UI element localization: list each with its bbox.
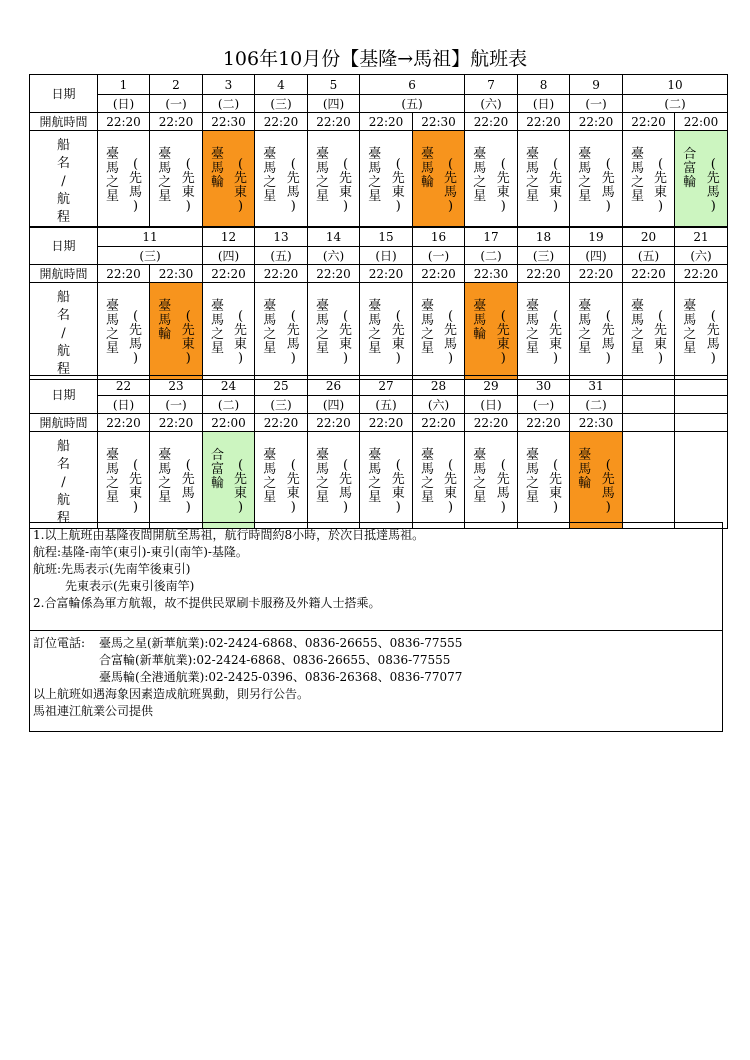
date-cell: 27 [360, 376, 413, 396]
departure-time-cell: 22:20 [360, 414, 413, 432]
ship-route-cell [255, 283, 308, 380]
route-code: ( 先 東 ) [233, 309, 247, 366]
date-cell: 7 [465, 75, 518, 95]
ship-route-label: 船 名 / 航 程 [30, 432, 98, 529]
weekday-cell: (四) [308, 95, 360, 113]
ship-name: 合 富 輪 [210, 448, 224, 491]
departure-time-label: 開航時間 [30, 265, 98, 283]
route-code: ( 先 東 ) [338, 309, 352, 366]
note-change: 以上航班如遇海象因素造成航班異動，則另行公告。 [33, 687, 310, 701]
weekday-cell: (三) [98, 247, 203, 265]
booking-1: 臺馬之星(新華航業):02-2424-6868、0836-26655、0836-77555 [99, 636, 463, 650]
ship-route-cell [203, 432, 255, 529]
date-label: 日期 [30, 75, 98, 113]
note-code-2: 先東表示(先東引後南竿) [65, 579, 195, 593]
ship-route-cell [360, 283, 413, 380]
ship-name: 臺 馬 之 星 [473, 448, 487, 505]
note-2: 2.合富輪係為軍方航報，故不提供民眾刷卡服務及外籍人士搭乘。 [33, 596, 381, 610]
weekday-cell: (二) [623, 95, 728, 113]
departure-time-cell: 22:30 [150, 265, 203, 283]
ship-name: 臺 馬 之 星 [210, 299, 224, 356]
ship-name: 臺 馬 之 星 [631, 147, 645, 204]
departure-time-cell: 22:20 [98, 265, 150, 283]
date-cell: 1 [98, 75, 150, 95]
ship-route-cell [413, 283, 465, 380]
weekday-cell: (二) [203, 95, 255, 113]
weekday-cell: (日) [518, 95, 570, 113]
route-code: ( 先 東 ) [181, 157, 195, 214]
departure-time-cell: 22:20 [203, 265, 255, 283]
departure-time-cell: 22:20 [413, 414, 465, 432]
weekday-cell: (日) [98, 95, 150, 113]
ship-route-label: 船 名 / 航 程 [30, 131, 98, 228]
date-cell: 14 [308, 227, 360, 247]
departure-time-label: 開航時間 [30, 113, 98, 131]
route-code: ( 先 馬 ) [601, 157, 615, 214]
departure-time-cell: 22:00 [203, 414, 255, 432]
route-code: ( 先 東 ) [338, 157, 352, 214]
empty-cell [675, 432, 728, 529]
ship-name: 臺 馬 之 星 [315, 299, 329, 356]
weekday-cell: (日) [465, 396, 518, 414]
ship-route-cell [203, 283, 255, 380]
route-code: ( 先 東 ) [653, 309, 667, 366]
departure-time-cell: 22:30 [413, 113, 465, 131]
ship-name: 臺 馬 之 星 [578, 147, 592, 204]
ship-name: 臺 馬 之 星 [420, 448, 434, 505]
weekday-cell: (三) [518, 247, 570, 265]
ship-name: 臺 馬 之 星 [525, 448, 539, 505]
ship-route-cell [150, 432, 203, 529]
departure-time-cell: 22:00 [675, 113, 728, 131]
departure-time-cell: 22:20 [255, 113, 308, 131]
ship-name: 臺 馬 之 星 [105, 147, 119, 204]
departure-time-cell: 22:20 [465, 113, 518, 131]
booking-label: 訂位電話: [33, 636, 86, 650]
departure-time-cell: 22:20 [255, 265, 308, 283]
date-cell: 26 [308, 376, 360, 396]
departure-time-cell: 22:20 [360, 265, 413, 283]
weekday-cell: (二) [570, 396, 623, 414]
weekday-cell: (四) [203, 247, 255, 265]
note-1: 1.以上航班由基隆夜間開航至馬祖，航行時間約8小時，於次日抵達馬祖。 [33, 528, 425, 542]
route-code: ( 先 東 ) [548, 458, 562, 515]
route-code: ( 先 馬 ) [443, 157, 457, 214]
departure-time-cell: 22:30 [203, 113, 255, 131]
departure-time-label: 開航時間 [30, 414, 98, 432]
route-code: ( 先 馬 ) [443, 309, 457, 366]
weekday-cell: (二) [465, 247, 518, 265]
ship-route-cell [413, 131, 465, 228]
departure-time-cell: 22:20 [150, 414, 203, 432]
route-code: ( 先 馬 ) [496, 458, 510, 515]
ship-route-cell [360, 432, 413, 529]
date-cell: 30 [518, 376, 570, 396]
ship-name: 臺 馬 之 星 [526, 147, 540, 204]
date-cell: 9 [570, 75, 623, 95]
date-cell: 18 [518, 227, 570, 247]
date-cell: 23 [150, 376, 203, 396]
departure-time-cell: 22:20 [360, 113, 413, 131]
note-provider: 馬祖連江航業公司提供 [33, 704, 154, 718]
ship-name: 臺 馬 輪 [210, 147, 224, 190]
weekday-cell: (一) [413, 247, 465, 265]
date-label: 日期 [30, 376, 98, 414]
departure-time-cell: 22:20 [570, 113, 623, 131]
ship-name: 臺 馬 之 星 [630, 299, 644, 356]
ship-name: 臺 馬 輪 [473, 299, 487, 342]
weekday-cell: (五) [360, 95, 465, 113]
date-cell: 13 [255, 227, 308, 247]
ship-name: 臺 馬 之 星 [368, 448, 382, 505]
ship-name: 臺 馬 之 星 [263, 299, 277, 356]
weekday-cell: (六) [413, 396, 465, 414]
ship-route-cell [623, 131, 675, 228]
date-cell: 22 [98, 376, 150, 396]
departure-time-cell: 22:20 [570, 265, 623, 283]
departure-time-cell: 22:20 [308, 113, 360, 131]
date-label: 日期 [30, 227, 98, 265]
ship-route-cell [308, 283, 360, 380]
departure-time-cell: 22:30 [465, 265, 518, 283]
route-code: ( 先 東 ) [391, 157, 405, 214]
route-code: ( 先 馬 ) [601, 458, 615, 515]
ship-name: 臺 馬 之 星 [315, 448, 329, 505]
departure-time-cell: 22:20 [623, 265, 675, 283]
date-cell: 15 [360, 227, 413, 247]
date-cell: 20 [623, 227, 675, 247]
ship-name: 臺 馬 之 星 [158, 147, 172, 204]
ship-route-cell [98, 131, 150, 228]
route-code: ( 先 東 ) [443, 458, 457, 515]
date-cell: 31 [570, 376, 623, 396]
schedule-week-3 [29, 375, 728, 529]
weekday-cell: (五) [360, 396, 413, 414]
route-code: ( 先 馬 ) [181, 458, 195, 515]
ship-name: 臺 馬 之 星 [105, 299, 119, 356]
route-code: ( 先 東 ) [128, 458, 142, 515]
departure-time-cell: 22:20 [98, 113, 150, 131]
date-cell: 4 [255, 75, 308, 95]
weekday-cell: (三) [255, 396, 308, 414]
departure-time-cell: 22:20 [518, 265, 570, 283]
departure-time-cell: 22:20 [675, 265, 728, 283]
ship-route-cell [150, 131, 203, 228]
route-code: ( 先 東 ) [286, 458, 300, 515]
ship-name: 臺 馬 之 星 [263, 147, 277, 204]
weekday-cell: (日) [98, 396, 150, 414]
date-cell: 3 [203, 75, 255, 95]
ship-route-cell [308, 432, 360, 529]
ship-route-cell [518, 432, 570, 529]
weekday-cell: (一) [518, 396, 570, 414]
weekday-cell: (四) [308, 396, 360, 414]
departure-time-cell: 22:20 [98, 414, 150, 432]
route-code: ( 先 東 ) [233, 157, 247, 214]
weekday-cell: (三) [255, 95, 308, 113]
date-cell: 10 [623, 75, 728, 95]
weekday-cell [675, 396, 728, 414]
ship-route-cell [465, 283, 518, 380]
note-code-1: 航班:先馬表示(先南竿後東引) [33, 562, 191, 576]
departure-time-cell: 22:30 [570, 414, 623, 432]
route-code: ( 先 東 ) [391, 309, 405, 366]
route-code: ( 先 東 ) [181, 309, 195, 366]
booking-2: 合富輪(新華航業):02-2424-6868、0836-26655、0836-77555 [99, 653, 451, 667]
date-cell: 2 [150, 75, 203, 95]
ship-route-cell [255, 131, 308, 228]
date-cell: 29 [465, 376, 518, 396]
weekday-cell: (六) [465, 95, 518, 113]
ship-route-cell [465, 131, 518, 228]
route-code: ( 先 馬 ) [706, 157, 720, 214]
route-code: ( 先 馬 ) [601, 309, 615, 366]
ship-name: 臺 馬 之 星 [315, 147, 329, 204]
ship-route-cell [150, 283, 203, 380]
route-code: ( 先 東 ) [496, 309, 510, 366]
ship-route-cell [675, 131, 728, 228]
date-cell: 19 [570, 227, 623, 247]
departure-time-cell: 22:20 [308, 265, 360, 283]
departure-time-cell [675, 414, 728, 432]
ship-name: 臺 馬 輪 [578, 448, 592, 491]
ship-route-label: 船 名 / 航 程 [30, 283, 98, 380]
ship-route-cell [360, 131, 413, 228]
weekday-cell: (一) [150, 396, 203, 414]
date-cell: 12 [203, 227, 255, 247]
schedule-week-1 [29, 74, 728, 228]
route-code: ( 先 馬 ) [286, 157, 300, 214]
ship-route-cell [518, 283, 570, 380]
route-code: ( 先 東 ) [496, 157, 510, 214]
ship-route-cell [255, 432, 308, 529]
ship-name: 臺 馬 之 星 [368, 299, 382, 356]
ship-route-cell [675, 283, 728, 380]
date-cell: 8 [518, 75, 570, 95]
departure-time-cell: 22:20 [623, 113, 675, 131]
ship-name: 臺 馬 之 星 [473, 147, 487, 204]
ship-name: 臺 馬 之 星 [525, 299, 539, 356]
weekday-cell: (六) [308, 247, 360, 265]
weekday-cell: (日) [360, 247, 413, 265]
route-code: ( 先 馬 ) [338, 458, 352, 515]
ship-name: 臺 馬 之 星 [263, 448, 277, 505]
route-code: ( 先 東 ) [548, 309, 562, 366]
ship-route-cell [98, 283, 150, 380]
route-code: ( 先 馬 ) [706, 309, 720, 366]
date-cell: 24 [203, 376, 255, 396]
route-code: ( 先 馬 ) [286, 309, 300, 366]
date-cell: 21 [675, 227, 728, 247]
date-cell: 28 [413, 376, 465, 396]
booking-3: 臺馬輪(全港通航業):02-2425-0396、0836-26368、0836-77077 [99, 670, 463, 684]
ship-name: 臺 馬 之 星 [420, 299, 434, 356]
ship-name: 臺 馬 之 星 [578, 299, 592, 356]
date-cell: 5 [308, 75, 360, 95]
schedule-week-2 [29, 226, 728, 380]
ship-name: 臺 馬 之 星 [158, 448, 172, 505]
departure-time-cell: 22:20 [308, 414, 360, 432]
ship-route-cell [308, 131, 360, 228]
ship-route-cell [465, 432, 518, 529]
departure-time-cell: 22:20 [518, 113, 570, 131]
weekday-cell: (一) [570, 95, 623, 113]
date-cell [623, 376, 675, 396]
date-cell: 17 [465, 227, 518, 247]
weekday-cell: (四) [570, 247, 623, 265]
weekday-cell: (二) [203, 396, 255, 414]
departure-time-cell: 22:20 [465, 414, 518, 432]
ship-name: 臺 馬 之 星 [105, 448, 119, 505]
ship-route-cell [98, 432, 150, 529]
empty-cell [623, 432, 675, 529]
ship-name: 合 富 輪 [683, 147, 697, 190]
weekday-cell: (五) [255, 247, 308, 265]
weekday-cell [623, 396, 675, 414]
page-title: 106年10月份【基隆→馬祖】航班表 [222, 48, 528, 70]
ship-route-cell [413, 432, 465, 529]
date-cell: 11 [98, 227, 203, 247]
route-code: ( 先 東 ) [654, 157, 668, 214]
ship-route-cell [623, 283, 675, 380]
ship-route-cell [570, 131, 623, 228]
ship-name: 臺 馬 輪 [158, 299, 172, 342]
route-code: ( 先 東 ) [549, 157, 563, 214]
departure-time-cell [623, 414, 675, 432]
ship-route-cell [570, 432, 623, 529]
weekday-cell: (六) [675, 247, 728, 265]
notes-box [29, 522, 723, 732]
ship-route-cell [203, 131, 255, 228]
ship-route-cell [570, 283, 623, 380]
date-cell: 6 [360, 75, 465, 95]
weekday-cell: (五) [623, 247, 675, 265]
route-code: ( 先 東 ) [233, 458, 247, 515]
date-cell: 16 [413, 227, 465, 247]
departure-time-cell: 22:20 [518, 414, 570, 432]
departure-time-cell: 22:20 [413, 265, 465, 283]
date-cell: 25 [255, 376, 308, 396]
date-cell [675, 376, 728, 396]
ship-name: 臺 馬 輪 [420, 147, 434, 190]
departure-time-cell: 22:20 [255, 414, 308, 432]
ship-name: 臺 馬 之 星 [683, 299, 697, 356]
weekday-cell: (一) [150, 95, 203, 113]
route-code: ( 先 馬 ) [128, 157, 142, 214]
ship-route-cell [518, 131, 570, 228]
route-code: ( 先 東 ) [391, 458, 405, 515]
departure-time-cell: 22:20 [150, 113, 203, 131]
ship-name: 臺 馬 之 星 [368, 147, 382, 204]
route-code: ( 先 馬 ) [128, 309, 142, 366]
note-route: 航程:基隆-南竿(東引)-東引(南竿)-基隆。 [33, 545, 248, 559]
